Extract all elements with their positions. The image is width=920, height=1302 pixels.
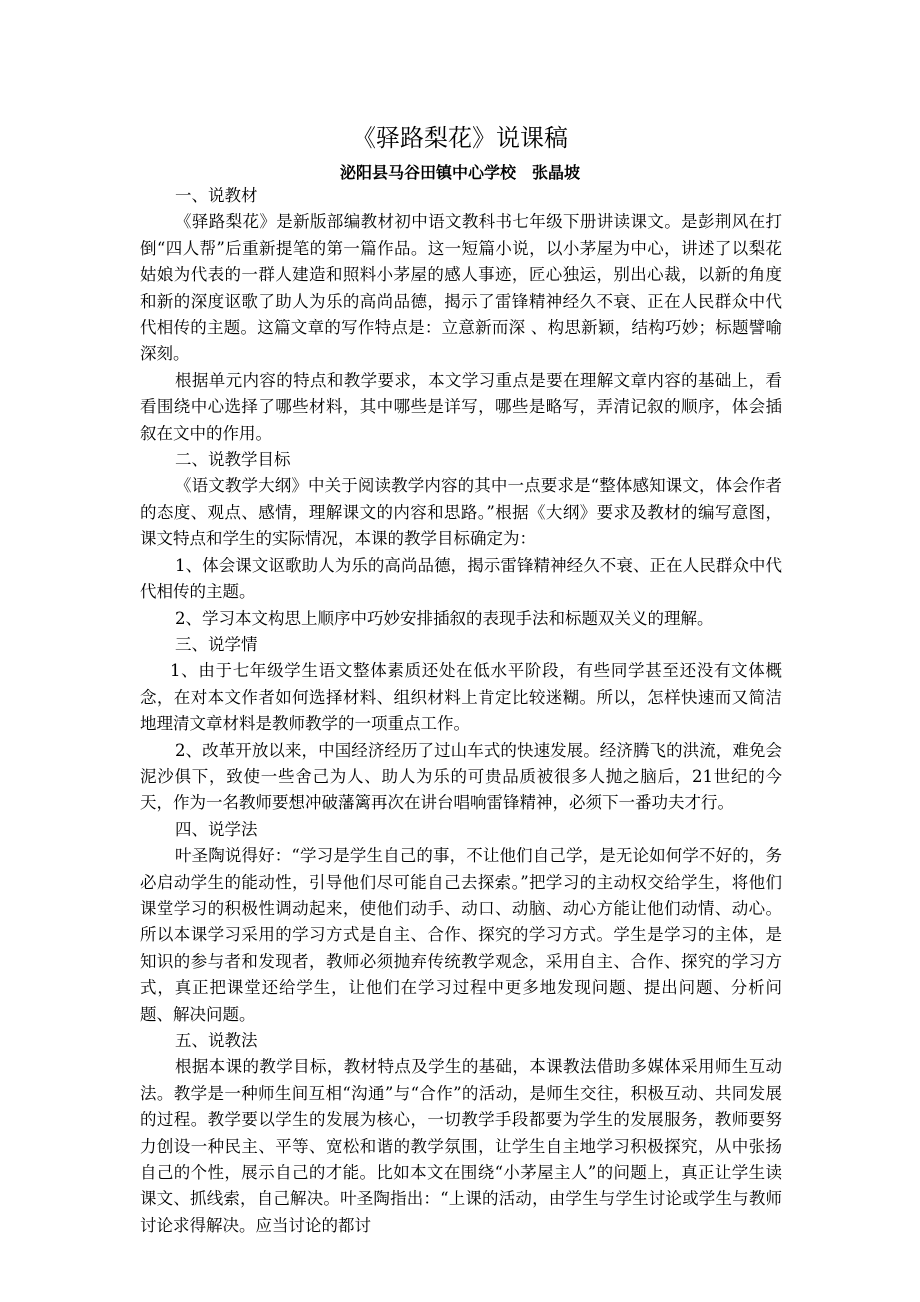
document-title: 《驿路梨花》说课稿 (352, 124, 568, 152)
paragraph: 叶圣陶说得好：“学习是学生自己的事，不让他们自己学，是无论如何学不好的，务必启动学生的能动性，引导他们尽可能自己去探索。”把学习的主动权交给学生，将他们课堂学习的积极性调动起来，使他们动手、动口、动脑、动心方能让他们动情、动心。所以本课学习采用的学习方式是自主、合作、探究的学习方式。学生是学习的主体，是知识的参与者和发现者，教师必须抛弃传统教学观念，采用自主、合作、探究的学习方式，真正把课堂还给学生，让他们在学习过程中更多地发现问题、提出问题、分析问题、解决问题。 (140, 846, 782, 1024)
document-body (140, 183, 782, 1239)
paragraph: 《语文教学大纲》中关于阅读教学内容的其中一点要求是“整体感知课文，体会作者的态度、观点、感情，理解课文的内容和思路。”根据《大纲》要求及教材的编写意图，课文特点和学生的实际情况，本课的教学目标确定为： (140, 476, 782, 549)
paragraph: 2、学习本文构思上顺序中巧妙安排插叙的表现手法和标题双关义的理解。 (175, 608, 714, 628)
watermark (330, 600, 630, 640)
paragraph: 根据单元内容的特点和教学要求，本文学习重点是要在理解文章内容的基础上，看看围绕中心选择了哪些材料，其中哪些是详写，哪些是略写，弄清记叙的顺序，体会插叙在文中的作用。 (140, 370, 782, 443)
paragraph: 《驿路梨花》是新版部编教材初中语文教科书七年级下册讲读课文。是彭荆风在打倒“四人帮”后重新提笔的第一篇作品。这一短篇小说，以小茅屋为中心，讲述了以梨花姑娘为代表的一群人建造和照料小茅屋的感人事迹，匠心独运，别出心裁，以新的角度和新的深度讴歌了助人为乐的高尚品德，揭示了雷锋精神经久不衰、正在人民群众中代代相传的主题。这篇文章的写作特点是：立意新而深 、构思新颖，结构巧妙；标题譬喻深刻。 (140, 212, 782, 364)
section-heading: 五、说教法 (175, 1031, 258, 1050)
section-heading: 四、说学法 (175, 819, 258, 839)
paragraph: 1、体会课文讴歌助人为乐的高尚品德，揭示雷锋精神经久不衰、正在人民群众中代代相传的主题。 (140, 555, 782, 602)
section-heading: 三、说学情 (175, 634, 258, 654)
section-heading: 一、说教材 (175, 186, 258, 205)
document-author: 泌阳县马谷田镇中心学校 张晶坡 (339, 163, 580, 182)
paragraph: 2、改革开放以来，中国经济经历了过山车式的快速发展。经济腾飞的洪流，难免会泥沙俱下，致使一些舍己为人、助人为乐的可贵品质被很多人抛之脑后，21世纪的今天，作为一名教师要想冲破藩篱再次在讲台唱响雷锋精神，必须下一番功夫才行。 (140, 740, 782, 813)
paragraph: 1、由于七年级学生语文整体素质还处在低水平阶段，有些同学甚至还没有文体概念，在对本文作者如何选择材料、组织材料上肯定比较迷糊。所以，怎样快速而又简洁地理清文章材料是教师教学的一项重点工作。 (140, 661, 782, 734)
section-heading: 二、说教学目标 (175, 450, 291, 470)
paragraph: 根据本课的教学目标，教材特点及学生的基础，本课教法借助多媒体采用师生互动法。教学是一种师生间互相“沟通”与“合作”的活动，是师生交往，积极互动、共同发展的过程。教学要以学生的发展为核心，一切教学手段都要为学生的发展服务，教师要努力创设一种民主、平等、宽松和谐的教学氛围，让学生自主地学习积极探究，从中张扬自己的个性，展示自己的才能。比如本文在围绕“小茅屋主人”的问题上，真正让学生读课文、抓线索，自己解决。叶圣陶指出：“上课的活动，由学生与学生讨论或学生与教师讨论求得解决。应当讨论的都讨 (140, 1057, 782, 1235)
